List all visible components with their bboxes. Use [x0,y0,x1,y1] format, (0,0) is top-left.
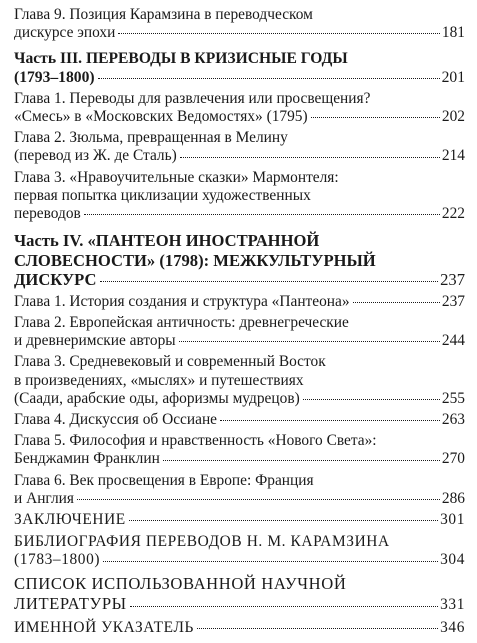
toc-page-number: 304 [440,551,465,569]
toc-entry-text: ИМЕННОЙ УКАЗАТЕЛЬ [14,618,194,636]
toc-page-number: 237 [441,292,465,310]
dot-leader [163,460,440,461]
dot-leader [353,302,440,303]
toc-page-number: 244 [441,332,465,350]
toc-page-number: 237 [440,270,465,290]
toc-entry-text: в произведениях, «мыслях» и путешествиях [14,371,304,389]
toc-entry-text: Глава 1. История создания и структура «Пантеона» [14,292,350,310]
dot-leader [100,281,439,282]
toc-entry-text: Глава 3. «Нравоучительные сказки» Мармонтеля: [14,168,339,186]
toc-entry-text: БИБЛИОГРАФИЯ ПЕРЕВОДОВ Н. М. КАРАМЗИНА [14,533,390,551]
toc-entry [14,411,465,429]
toc-entry-text: Глава 5. Философия и нравственность «Нового Света»: [14,432,377,450]
dot-leader [77,499,440,500]
dot-leader [84,214,440,215]
toc-entry-text: «Смесь» в «Московских Ведомостях» (1795) [14,108,308,126]
dot-leader [220,420,440,421]
toc-page-number: 270 [441,450,465,468]
toc-entry-text: (Саади, арабские оды, афоризмы мудрецов) [14,389,300,407]
toc-page-number: 331 [440,595,465,613]
toc-entry-text: переводов [14,205,81,223]
toc-entry [14,432,465,468]
toc-section-heading [14,574,465,615]
dot-leader [118,33,440,34]
toc-entry-text: Бенджамин Франклин [14,450,160,468]
toc-entry [14,314,465,350]
dot-leader [197,628,438,629]
dot-leader [180,157,440,158]
toc-entry-text: Глава 9. Позиция Карамзина в переводческом [14,6,313,23]
toc-entry-text: Глава 2. Европейская античность: древнегреческие [14,313,349,331]
toc-entry-text: Глава 4. Дискуссия об Оссиане [14,410,218,428]
toc-entry-text: первая попытка циклизации художественных [14,186,311,204]
toc-entry-text: Глава 1. Переводы для развлечения или просвещения? [14,89,371,107]
toc-entry [14,293,465,311]
toc-entry-text: Глава 6. Век просвещения в Европе: Франция [14,471,314,489]
dot-leader [129,520,438,521]
toc-page-number: 301 [440,510,465,528]
toc-page-number: 263 [441,410,465,428]
toc-entry-text: (1783–1800) [14,551,101,569]
toc-entry-text: СЛОВЕСНОСТИ» (1798): МЕЖКУЛЬТУРНЫЙ [14,250,376,270]
toc-entry-text: и древнеримские авторы [14,332,176,350]
toc-page-number: 222 [441,205,465,223]
toc-entry [14,90,465,126]
toc-page-number: 202 [441,108,465,126]
toc-page-number: 286 [441,489,465,507]
dot-leader [179,341,440,342]
dot-leader [311,117,440,118]
toc-entry-text: СПИСОК ИСПОЛЬЗОВАННОЙ НАУЧНОЙ [14,573,347,593]
toc-page-number: 201 [441,68,465,86]
toc-page-number: 346 [440,618,465,636]
toc-entry [14,169,465,224]
toc-section-heading [14,511,465,529]
toc-entry-text: дискурсе эпохи [14,24,116,42]
toc-section-heading [14,533,465,569]
table-of-contents [14,6,465,641]
toc-entry-text: Глава 2. Зюльма, превращенная в Мелину [14,129,288,147]
dot-leader [130,606,438,607]
toc-entry-text: (перевод из Ж. де Сталь) [14,147,177,165]
toc-entry [14,353,465,408]
toc-entry [14,6,465,42]
toc-part-heading [14,50,465,86]
toc-entry [14,472,465,508]
dot-leader [303,399,440,400]
toc-section-heading [14,619,465,637]
toc-page-number: 214 [441,147,465,165]
toc-entry-text: ЛИТЕРАТУРЫ [14,593,127,613]
toc-entry-text: (1793–1800) [14,68,95,86]
toc-entry-text: ДИСКУРС [14,270,97,290]
toc-entry-text: Часть III. ПЕРЕВОДЫ В КРИЗИСНЫЕ ГОДЫ [14,50,348,68]
toc-page-number: 181 [441,24,465,42]
toc-entry-text: Часть IV. «ПАНТЕОН ИНОСТРАННОЙ [14,231,320,251]
toc-entry-text: Глава 3. Средневековый и современный Восток [14,353,326,371]
toc-page-number: 255 [441,389,465,407]
toc-entry-text: и Англия [14,489,74,507]
dot-leader [103,561,438,562]
toc-entry-text: ЗАКЛЮЧЕНИЕ [14,510,126,528]
toc-entry [14,129,465,165]
dot-leader [98,78,440,79]
toc-part-heading [14,231,465,290]
